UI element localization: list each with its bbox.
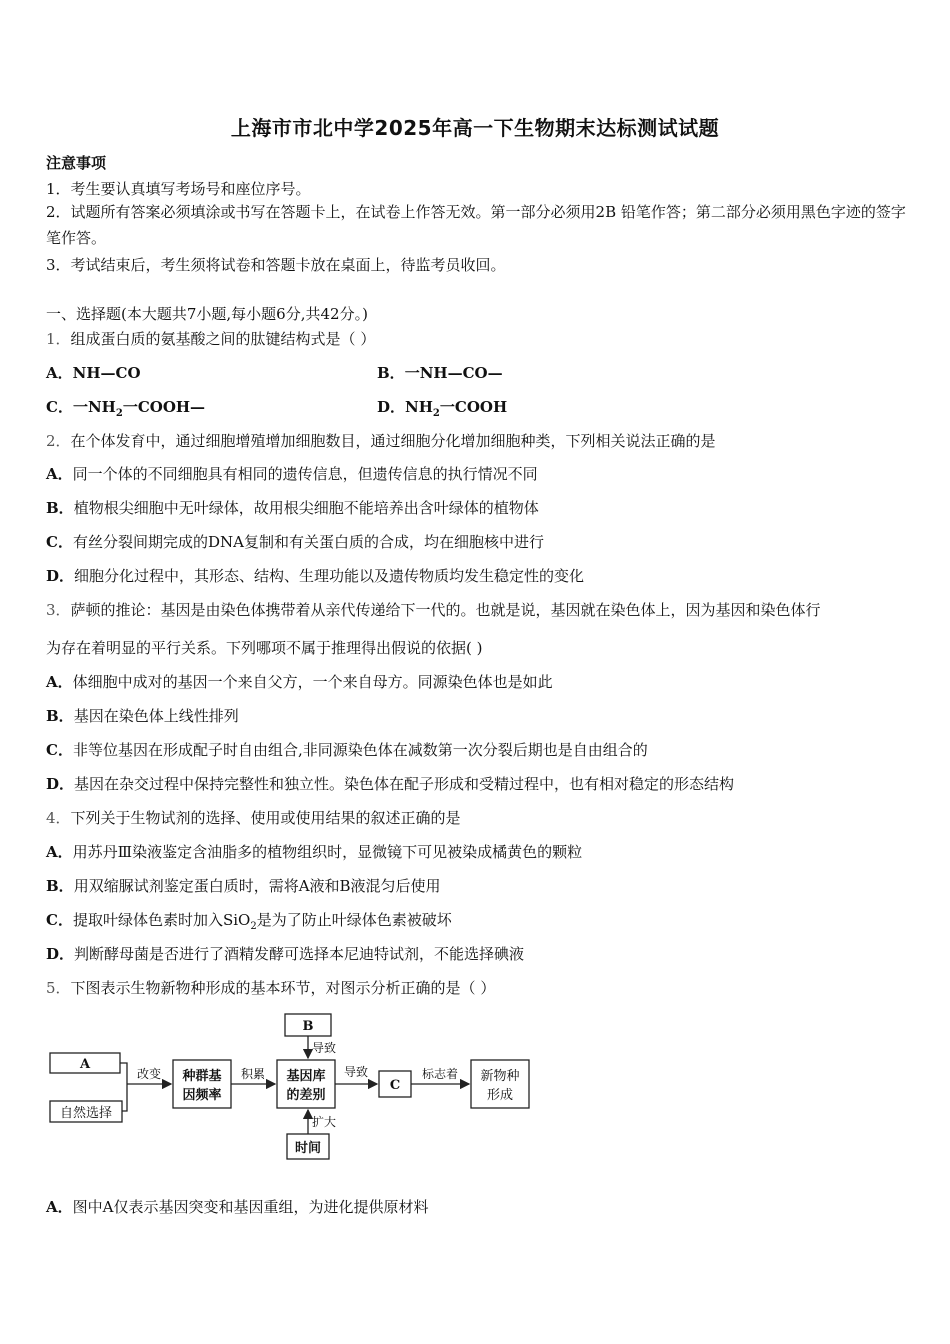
option-label: D． — [377, 398, 406, 416]
option-text: 用双缩脲试剂鉴定蛋白质时，需将A液和B液混匀后使用 — [73, 877, 441, 895]
q4-option-b — [46, 875, 441, 896]
question-2 — [46, 430, 716, 451]
option-text: 有丝分裂间期完成的DNA复制和有关蛋白质的合成，均在细胞核中进行 — [72, 533, 544, 551]
question-stem: 下图表示生物新物种形成的基本环节，对图示分析正确的是（ ） — [70, 979, 496, 997]
notice-heading: 注意事项 — [46, 154, 107, 172]
option-label: D． — [46, 567, 75, 585]
diagram-text-freq-2: 因频率 — [182, 1088, 222, 1103]
option-label: A． — [46, 843, 73, 861]
q2-option-d — [46, 565, 584, 586]
option-label: D． — [46, 775, 75, 793]
question-3-cont: 为存在着明显的平行关系。下列哪项不属于推理得出假说的依据( ) — [46, 639, 483, 657]
section-heading: 一、选择题(本大题共7小题,每小题6分,共42分。) — [46, 305, 368, 323]
question-stem: 萨顿的推论：基因是由染色体携带着从亲代传递给下一代的。也就是说，基因就在染色体上，因为基因和染色体行 — [70, 601, 821, 619]
option-label: D． — [46, 945, 75, 963]
diagram-text-new-2: 形成 — [486, 1088, 514, 1103]
diagram-text-time: 时间 — [294, 1141, 322, 1156]
option-label: C． — [46, 533, 73, 551]
option-text: NH — [405, 398, 433, 416]
q4-option-a — [46, 841, 582, 862]
diagram-label-change: 改变 — [136, 1067, 162, 1081]
notice-item-3: 3．考试结束后，考生须将试卷和答题卡放在桌面上，待监考员收回。 — [46, 256, 506, 274]
q2-option-c — [46, 531, 544, 552]
option-text: 是为了防止叶绿体色素被破坏 — [256, 911, 452, 929]
diagram-label-expand: 扩大 — [311, 1115, 337, 1129]
q4-option-c — [46, 909, 452, 932]
question-number: 2． — [46, 432, 71, 450]
q2-option-b — [46, 497, 539, 518]
question-stem: 组成蛋白质的氨基酸之间的肽键结构式是（ ） — [70, 330, 376, 348]
option-text: NH—CO — [72, 364, 141, 382]
option-text: 基因在杂交过程中保持完整性和独立性。染色体在配子形成和受精过程中，也有相对稳定的形态结构 — [74, 775, 735, 793]
q3-option-b — [46, 705, 239, 726]
question-number: 4． — [46, 809, 71, 827]
option-label: A． — [46, 673, 73, 691]
subscript: 2 — [250, 921, 257, 932]
diagram-text-b: B — [302, 1019, 314, 1034]
option-text: 基因在染色体上线性排列 — [73, 707, 239, 725]
question-stem: 下列关于生物试剂的选择、使用或使用结果的叙述正确的是 — [70, 809, 461, 827]
question-stem: 在个体发育中，通过细胞增殖增加细胞数目，通过细胞分化增加细胞种类，下列相关说法正确的是 — [70, 432, 716, 450]
diagram-text-new-1: 新物种 — [480, 1069, 520, 1084]
q3-option-d — [46, 773, 734, 794]
subscript: 2 — [432, 408, 440, 419]
speciation-diagram — [46, 1010, 536, 1165]
diagram-text-c: C — [389, 1078, 401, 1093]
option-text: 植物根尖细胞中无叶绿体，故用根尖细胞不能培养出含叶绿体的植物体 — [73, 499, 539, 517]
q1-option-d — [377, 396, 507, 419]
question-4 — [46, 807, 461, 828]
option-label: A． — [46, 465, 73, 483]
option-text: 判断酵母菌是否进行了酒精发酵可选择本尼迪特试剂，不能选择碘液 — [74, 945, 525, 963]
option-text: 一COOH — [439, 398, 508, 416]
q1-option-b — [377, 362, 503, 383]
option-label: C． — [46, 911, 73, 929]
diagram-text-pool-2: 的差别 — [286, 1088, 326, 1103]
option-text: 提取叶绿体色素时加入SiO — [72, 911, 251, 929]
option-text: 非等位基因在形成配子时自由组合,非同源染色体在减数第一次分裂后期也是自由组合的 — [72, 741, 648, 759]
question-number: 1． — [46, 330, 71, 348]
option-label: C． — [46, 741, 73, 759]
option-label: B． — [46, 499, 74, 517]
q3-option-a — [46, 671, 553, 692]
q1-option-a — [46, 362, 141, 383]
q3-option-c — [46, 739, 648, 760]
question-number: 5． — [46, 979, 71, 997]
diagram-label-lead-1: 导致 — [311, 1041, 337, 1055]
question-3 — [46, 599, 821, 620]
diagram-text-natural-selection: 自然选择 — [59, 1106, 113, 1121]
notice-item-2: 2．试题所有答案必须填涂或书写在答题卡上，在试卷上作答无效。第一部分必须用2B 铅笔作答；第二部分必须用黑色字迹的签字笔作答。 — [46, 203, 906, 247]
option-text: 用苏丹Ⅲ染液鉴定含油脂多的植物组织时，显微镜下可见被染成橘黄色的颗粒 — [72, 843, 583, 861]
notice-item-1: 1．考生要认真填写考场号和座位序号。 — [46, 180, 311, 198]
page-title: 上海市市北中学2025年高一下生物期末达标测试试题 — [230, 116, 720, 140]
option-text: 体细胞中成对的基因一个来自父方，一个来自母方。同源染色体也是如此 — [72, 673, 553, 691]
diagram-label-lead-2: 导致 — [343, 1065, 369, 1079]
option-text: 一NH — [72, 398, 116, 416]
connector-a — [120, 1063, 127, 1111]
q1-option-c — [46, 396, 205, 419]
option-label: B． — [46, 707, 74, 725]
option-text: 细胞分化过程中，其形态、结构、生理功能以及遗传物质均发生稳定性的变化 — [74, 567, 585, 585]
option-label: A． — [46, 364, 73, 382]
option-label: A． — [46, 1198, 73, 1216]
option-label: C． — [46, 398, 73, 416]
question-1 — [46, 328, 375, 349]
diagram-text-a: A — [79, 1057, 91, 1072]
option-text: 一NH—CO— — [404, 364, 503, 382]
subscript: 2 — [115, 408, 123, 419]
option-text: 同一个体的不同细胞具有相同的遗传信息，但遗传信息的执行情况不同 — [72, 465, 538, 483]
diagram-label-accumulate: 积累 — [240, 1067, 266, 1081]
diagram-text-freq-1: 种群基 — [182, 1069, 222, 1084]
question-5 — [46, 977, 495, 998]
option-text: 图中A仅表示基因突变和基因重组，为进化提供原材料 — [72, 1198, 429, 1216]
option-label: B． — [46, 877, 74, 895]
q5-option-a — [46, 1196, 428, 1217]
diagram-text-pool-1: 基因库 — [286, 1069, 326, 1084]
option-text: 一COOH— — [122, 398, 206, 416]
diagram-label-mark: 标志着 — [421, 1067, 459, 1081]
q4-option-d — [46, 943, 524, 964]
option-label: B． — [377, 364, 405, 382]
question-number: 3． — [46, 601, 71, 619]
q2-option-a — [46, 463, 538, 484]
